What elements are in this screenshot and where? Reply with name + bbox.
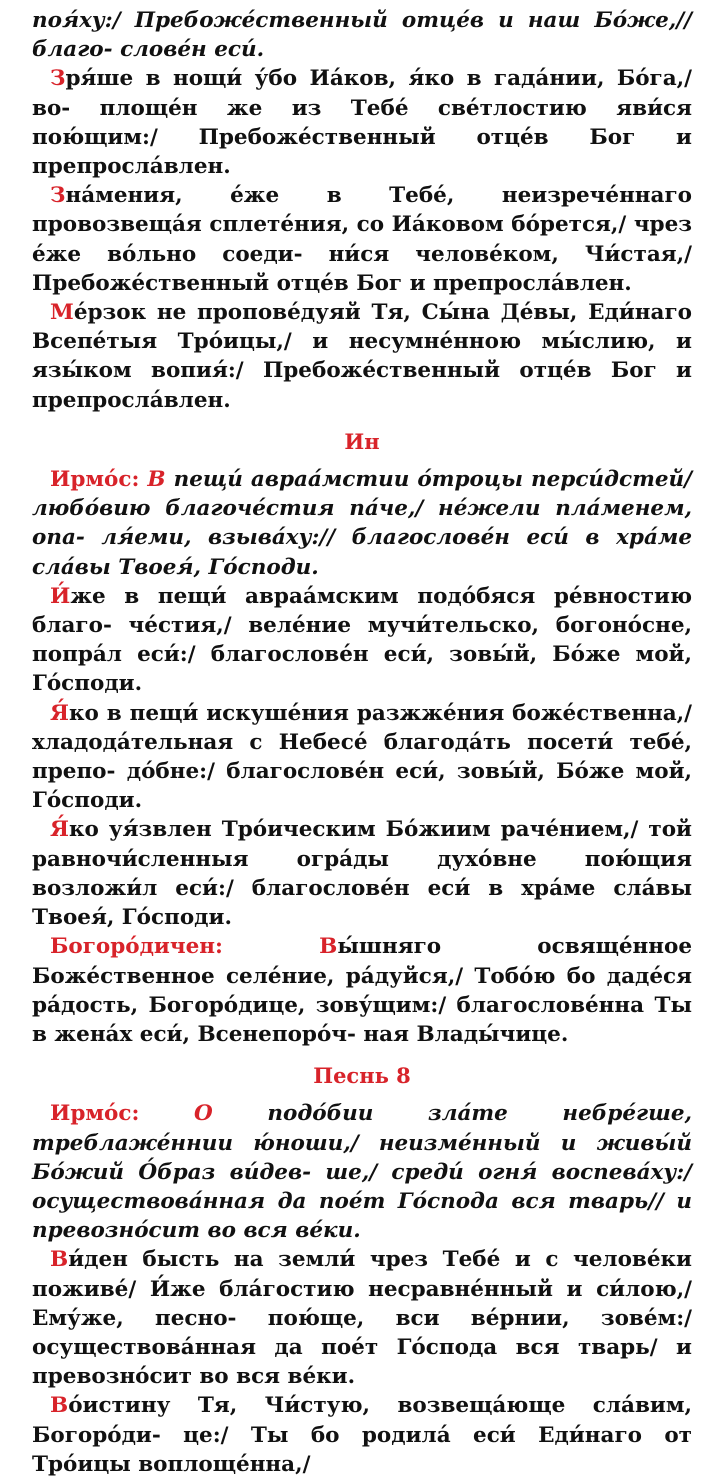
initial-letter: В [147, 467, 166, 493]
irmos-2 [32, 1099, 692, 1245]
initial-letter: В [50, 1247, 69, 1273]
irmos-label: Ирмо́с: [50, 1101, 140, 1127]
initial-letter: Я [50, 817, 69, 843]
theotokion-label: Богоро́дичен: [50, 934, 223, 960]
troparion-8 [32, 1391, 692, 1479]
theotokion-text: ы́шняго освяще́нное Боже́ственное селе́ние, ра́дуйся,/ Тобо́ю бо даде́ся ра́дость, Богоро́дице, зову́щим:/ благослове́нна Ты в жена́х еси́, Всенепоро́ч- ная Влады́чице. [32, 934, 692, 1047]
heading-ode-8: Песнь 8 [313, 1063, 411, 1089]
troparion-text: ́ко в пещи́ искуше́ния разжже́ния боже́ственна,/ хладода́тельная с Небесе́ благода́ть посети́ тебе́, препо- до́бне:/ благослове́н еси́, зовы́й, Бо́же мой, Го́споди. [32, 700, 692, 814]
troparion-text: и́ден бысть на земли́ чрез Тебе́ и с челове́ки поживе́/ И́же бла́гостию несравне́нный и си́лою,/ Ему́же, песно- пою́ще, вси ве́рнии, зове́м:/ осуществова́нная да пое́т Го́спода вся тварь/ и превозно́сит во вся ве́ки. [32, 1247, 692, 1390]
irmos-text: подо́бии зла́те небре́гше, треблаже́ннии ю́ноши,/ неизме́нный и живы́й Бо́жий О́браз ви́дев- ше,/ среди́ огня́ воспева́ху:/ осуществова́нная да пое́т Го́спода вся тварь// и превозно́сит во вся ве́ки. [32, 1101, 692, 1244]
initial-letter: В [319, 934, 338, 960]
irmos-label: Ирмо́с: [50, 467, 140, 493]
irmos-1 [32, 465, 692, 582]
troparion-4 [32, 582, 692, 699]
troparion-text: ря́ше в нощи́ у́бо Иа́ков, я́ко в гада́нии, Бо́га,/ во- площе́н же из Тебе́ све́тлостию яви́ся пою́щим:/ Пребоже́ственный отце́в Бог и препросла́влен. [32, 66, 692, 180]
initial-letter: З [50, 66, 66, 92]
troparion-text: е́рзок не пропове́дуяй Тя, Сы́на Де́вы, Еди́наго Всепе́тыя Тро́ицы,/ и несумне́нною мы́слию, и язы́ком вопия́:/ Пребоже́ственный отце́в Бог и препросла́влен. [32, 300, 692, 413]
troparion-1 [32, 64, 692, 181]
troparion-3 [32, 298, 692, 415]
intro-line-1: поя́ху:/ Пребоже́ственный отце́в и наш Бо́же,// благо- [32, 8, 692, 63]
heading-in: Ин [344, 428, 380, 454]
troparion-7 [32, 1245, 692, 1391]
troparion-5 [32, 699, 692, 816]
troparion-text: ́ко уя́звлен Тро́ическим Бо́жиим раче́нием,/ той равночи́сленныя огра́ды духо́вне пою́щия возложи́л еси́:/ благослове́н еси́ в хра́ме сла́вы Твоея́, Го́споди. [32, 817, 692, 931]
theotokion [32, 932, 692, 1049]
initial-letter: Я [50, 700, 69, 726]
initial-letter: О [194, 1101, 213, 1127]
intro-text [32, 6, 692, 64]
troparion-2 [32, 181, 692, 298]
initial-letter: В [50, 1393, 69, 1419]
irmos-text: пещи́ авраа́мстии о́троцы перси́дстей/ любо́вию благоче́стия па́че,/ не́жели пла́менем, опа- ля́еми, взыва́ху:// благослове́н еси́ в хра́ме сла́вы Твоея́, Го́споди. [32, 467, 692, 580]
troparion-6 [32, 815, 692, 932]
intro-line-2: слове́н еси́. [120, 37, 265, 63]
troparion-text: о́истину Тя, Чи́стую, возвеща́юще сла́вим, Богоро́ди- це:/ Ты бо родила́ еси́ Еди́наго от Тро́ицы воплоще́нна,/ [32, 1393, 692, 1477]
initial-letter: М [50, 300, 74, 326]
initial-letter: З [50, 183, 66, 209]
troparion-text: на́мения, е́же в Тебе́, неизрече́ннаго провозвеща́я сплете́ния, со Иа́ковом бо́рется,/ чрез е́же во́льно соеди- ни́ся челове́ком, Чи́стая,/ Пребоже́ственный отце́в Бог и препросла́влен. [32, 183, 692, 296]
initial-letter: И [50, 583, 71, 609]
troparion-text: ́же в пещи́ авраа́мским подо́бяся ре́вностию благо- че́стия,/ веле́ние мучи́тельско, богоно́сне, попра́л еси́:/ благослове́н еси́, зовы́й, Бо́же мой, Го́споди. [32, 583, 692, 697]
